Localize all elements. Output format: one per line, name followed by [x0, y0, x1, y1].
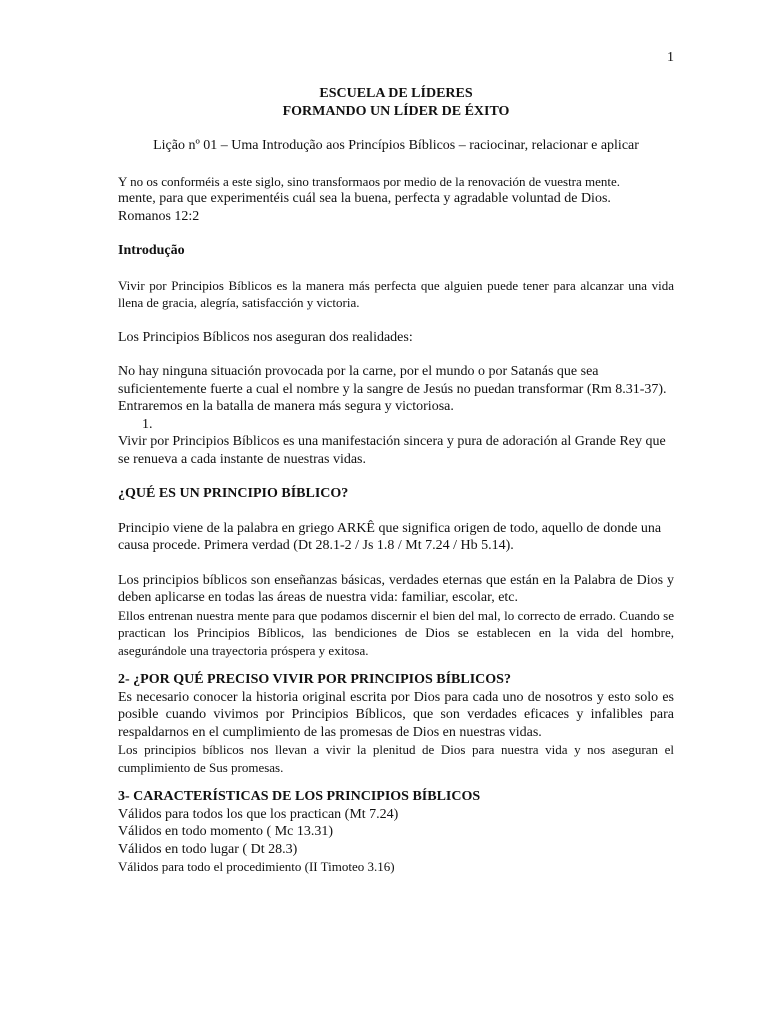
intro-paragraph-3: No hay ninguna situación provocada por la carne, por el mundo o por Satanás que sea suficientemente fuerte a cual el nombre y la sangre de Jesús no puedan transformar (Rm 8.31-37).	[118, 364, 667, 397]
intro-paragraph-4: Entraremos en la batalla de manera más segura y victoriosa.	[118, 399, 454, 414]
section-2-paragraph-1: Es necesario conocer la historia original escrita por Dios para cada uno de nosotros y esto solo es posible cuando vivimos por Principios Bíblicos, que son verdades eficaces y infalibles para respaldarnos en el cumplimiento de las promesas de Dios en nuestras vidas.	[118, 689, 674, 740]
intro-paragraph-1: Vivir por Principios Bíblicos es la manera más perfecta que alguien puede tener para alcanzar una vida llena de gracia, alegría, satisfacción y victoria.	[118, 277, 674, 310]
list-number: 1.	[142, 416, 153, 432]
quote-line-1: Y no os conforméis a este siglo, sino transformaos por medio de la renovación de vuestra mente.	[118, 173, 621, 189]
section-2-paragraph-2: Los principios bíblicos nos llevan a vivir la plenitud de Dios para nuestra vida y nos aseguran el cumplimiento de Sus promesas.	[118, 742, 674, 775]
section-1-paragraph-3: Ellos entrenan nuestra mente para que podamos discernir el bien del mal, lo correcto de errado. Cuando se practican los Principios Bíblicos, las bendiciones de Dios se establecen en la vida del hombre, asegurándole una trayectoria próspera y exitosa.	[118, 607, 674, 658]
characteristics-list	[118, 806, 674, 876]
section-3-heading: 3- CARACTERÍSTICAS DE LOS PRINCIPIOS BÍBLICOS	[118, 789, 481, 804]
section-1-paragraph-2: Los principios bíblicos son enseñanzas básicas, verdades eternas que están en la Palabra de Dios y deben aplicarse en todas las áreas de nuestra vida: familiar, escolar, etc.	[118, 572, 674, 605]
section-1-heading: ¿QUÉ ES UN PRINCIPIO BÍBLICO?	[118, 486, 349, 501]
document-title	[118, 85, 674, 121]
quote-reference: Romanos 12:2	[118, 208, 200, 224]
page-number: 1	[667, 50, 674, 65]
scripture-quote	[118, 173, 674, 226]
document-body	[118, 85, 674, 876]
list-item: Válidos para todo el procedimiento (II Timoteo 3.16)	[118, 859, 395, 874]
section-1-paragraph-1: Principio viene de la palabra en griego ARKÊ que significa origen de todo, aquello de donde una causa procede. Primera verdad (Dt 28.1-2 / Js 1.8 / Mt 7.24 / Hb 5.14).	[118, 520, 662, 553]
quote-line-2: mente, para que experimentéis cuál sea la buena, perfecta y agradable voluntad de Dios.	[118, 191, 611, 206]
list-item: Válidos para todos los que los practican (Mt 7.24)	[118, 806, 399, 822]
list-item: Válidos en todo lugar ( Dt 28.3)	[118, 841, 298, 857]
list-item: Válidos en todo momento ( Mc 13.31)	[118, 824, 334, 839]
title-line-2: FORMANDO UN LÍDER DE ÉXITO	[282, 104, 510, 119]
title-line-1: ESCUELA DE LÍDERES	[319, 86, 473, 101]
intro-paragraph-2: Los Principios Bíblicos nos aseguran dos realidades:	[118, 329, 413, 345]
section-2-heading: 2- ¿POR QUÉ PRECISO VIVIR POR PRINCIPIOS BÍBLICOS?	[118, 672, 511, 687]
intro-heading: Introdução	[118, 243, 185, 258]
intro-paragraph-5: Vivir por Principios Bíblicos es una manifestación sincera y pura de adoración al Grande Rey que se renueva a cada instante de nuestras vidas.	[118, 434, 666, 467]
lesson-title: Lição nº 01 – Uma Introdução aos Princípios Bíblicos – raciocinar, relacionar e aplicar	[153, 138, 639, 153]
